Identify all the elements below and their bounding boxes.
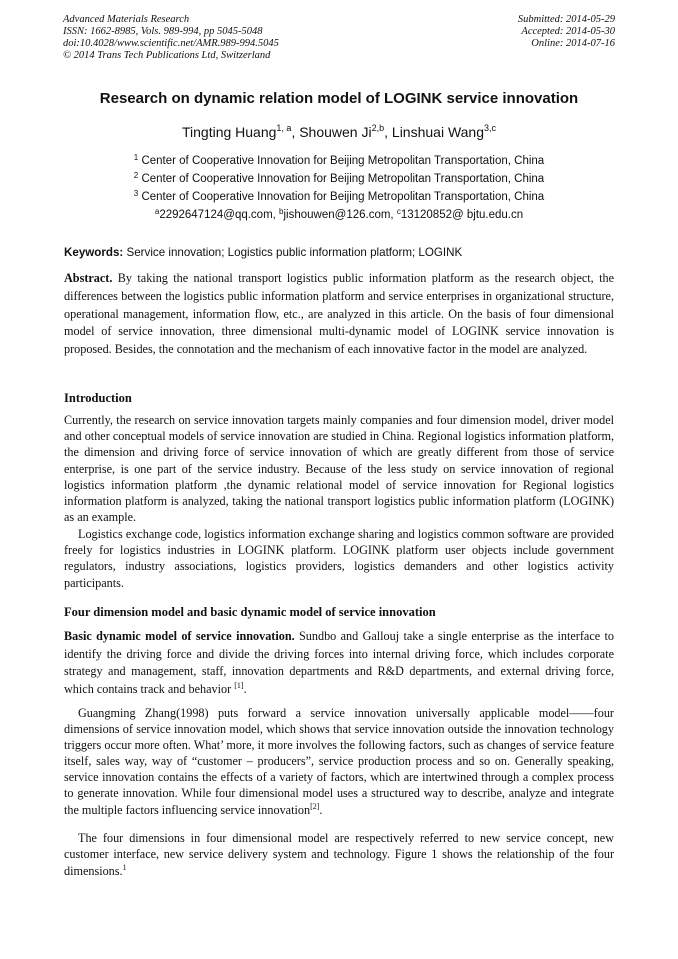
affiliation-num: 1 bbox=[133, 153, 139, 162]
author-affil-sup: 1, a bbox=[276, 123, 292, 133]
abstract-text: By taking the national transport logistics public information platform as the research object, the differences between the logistics public information platform and service enterprises in organizational structure, operational management, information flow, etc., are analyzed in this article. On the basis of four dimensional model of service innovation, three dimensional multi-dynamic model of LOGINK service innovation is proposed. Besides, the connotation and the mechanism of each innovative factor in the model are analyzed. bbox=[64, 271, 614, 357]
paragraph-text: Sundbo and Gallouj take a single enterprise as the interface to identify the driving force and divide the driving forces into internal driving force, which includes corporate strategy and management, staff, innovation departments and R&D departments, and external driving force, which contains track and behavior bbox=[64, 629, 614, 696]
citation-ref: [2] bbox=[310, 801, 320, 811]
dimensions-paragraph bbox=[64, 830, 614, 879]
keywords bbox=[64, 246, 614, 259]
affiliation-num: 2 bbox=[133, 171, 139, 180]
affiliation-text: Center of Cooperative Innovation for Beijing Metropolitan Transportation, China bbox=[141, 155, 545, 167]
email-sup: a bbox=[154, 207, 160, 216]
email-c: 13120852@ bjtu.edu.cn bbox=[400, 209, 524, 221]
paragraph-end: . bbox=[243, 681, 247, 696]
paragraph-end: . bbox=[319, 802, 323, 817]
affiliations bbox=[0, 152, 678, 224]
journal-issn: ISSN: 1662-8985, Vols. 989-994, pp 5045-5048 bbox=[63, 26, 263, 37]
journal-name: Advanced Materials Research bbox=[63, 14, 190, 25]
author-affil-sup: 3,c bbox=[484, 123, 497, 133]
affiliation-text: Center of Cooperative Innovation for Beijing Metropolitan Transportation, China bbox=[141, 191, 545, 203]
paragraph-text: The four dimensions in four dimensional model are respectively referred to new service concept, new customer interface, new service delivery system and technology. Figure 1 shows the relationship of the four dimensions. bbox=[64, 831, 614, 878]
section-heading-introduction: Introduction bbox=[64, 391, 132, 405]
intro-paragraph-2: Logistics exchange code, logistics information exchange sharing and logistics common software are provided freely for logistics industries in LOGINK platform. LOGINK platform user objects include government regulators, industry associations, logistics providers, logistics demanders and other logistics activity participants. bbox=[64, 527, 614, 590]
section-heading-four-dimension: Four dimension model and basic dynamic model of service innovation bbox=[64, 605, 436, 619]
email-sup: b bbox=[279, 207, 284, 216]
affiliation-num: 3 bbox=[133, 189, 139, 198]
abstract-label: Abstract. bbox=[64, 271, 113, 285]
paragraph-text: Guangming Zhang(1998) puts forward a service innovation universally applicable model——four dimensions of service innovation model, which shows that service innovation outside the innovation technology triggers occur more often. What’ more, it more involves the following factors, such as changes of service feature itself, sales way, way of “customer – producers”, service production process and so on. Generally speaking, service innovation contains the effects of a variety of factors, which are intertwined through a complex process to generate innovation. While four dimensional model uses a structured way to describe, analyze and integrate the multiple factors influencing service innovation bbox=[64, 706, 614, 817]
journal-doi: doi:10.4028/www.scientific.net/AMR.989-994.5045 bbox=[63, 38, 279, 49]
accepted-date: Accepted: 2014-05-30 bbox=[521, 26, 615, 37]
email-line bbox=[0, 206, 678, 224]
online-date: Online: 2014-07-16 bbox=[531, 38, 615, 49]
basic-model-paragraph bbox=[64, 628, 614, 698]
affiliation bbox=[0, 170, 678, 188]
intro-paragraph-1: Currently, the research on service innovation targets mainly companies and four dimension model, driver model and other conceptual models of service innovation are studied in China. Regional logistics information platform, the dimension and driving force of service innovation of which are greatly different from those of service enterprise, is one part of the service industry. Because of the less study on service innovation of regional logistics information platform ,the dynamic relational model of service innovation for Regional logistics information platform is analyzed, taking the national transport logistics public information platform (LOGINK) as an example. bbox=[64, 413, 614, 525]
affiliation-text: Center of Cooperative Innovation for Beijing Metropolitan Transportation, China bbox=[141, 173, 545, 185]
journal-header bbox=[63, 14, 279, 62]
author-name: Shouwen Ji bbox=[299, 124, 372, 140]
dates-header bbox=[518, 14, 615, 50]
citation-ref: [1] bbox=[234, 680, 244, 690]
affiliation bbox=[0, 188, 678, 206]
email-sup: c bbox=[396, 207, 401, 216]
author-list: Tingting Huang$^{1, a}$, Shouwen Ji$^{2,b}$, Linshuai Wang$^{3,c}$ bbox=[181, 123, 497, 140]
email-b: jishouwen@126.com, bbox=[283, 209, 397, 221]
author-affil-sup: 2,b bbox=[371, 123, 385, 133]
keywords-label: Keywords: bbox=[64, 246, 124, 259]
abstract bbox=[64, 270, 614, 359]
affiliation bbox=[0, 152, 678, 170]
four-dimension-paragraph bbox=[64, 705, 614, 818]
paper-title: Research on dynamic relation model of LOGINK service innovation bbox=[99, 90, 579, 107]
author-name: Tingting Huang bbox=[181, 124, 277, 140]
subsection-label: Basic dynamic model of service innovation. bbox=[64, 629, 295, 643]
journal-copyright: © 2014 Trans Tech Publications Ltd, Switzerland bbox=[63, 50, 271, 61]
footnote-ref: 1 bbox=[122, 862, 127, 872]
author-name: Linshuai Wang bbox=[391, 124, 484, 140]
submitted-date: Submitted: 2014-05-29 bbox=[517, 14, 615, 25]
email-a: 2292647124@qq.com, bbox=[159, 209, 280, 221]
keywords-text: Service innovation; Logistics public information platform; LOGINK bbox=[123, 246, 463, 259]
